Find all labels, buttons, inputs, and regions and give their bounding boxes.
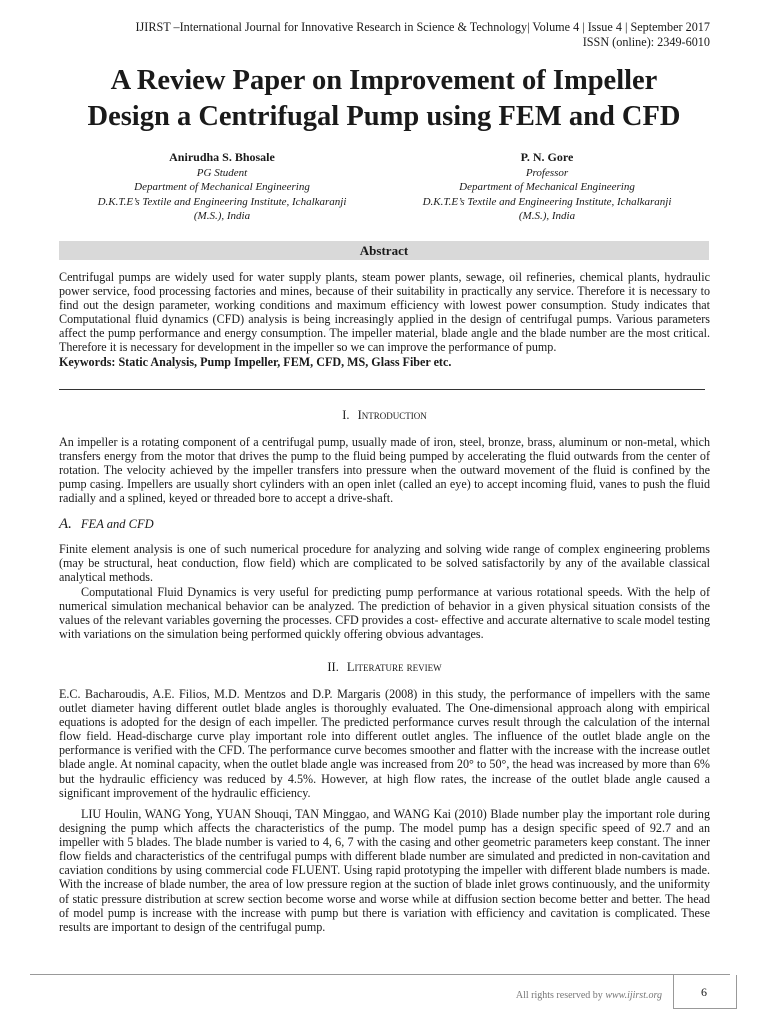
section-heading-introduction xyxy=(59,407,710,423)
abstract-text: Centrifugal pumps are widely used for water supply plants, steam power plants, sewage, oil refineries, chemical plants, hydraulic power service, food processing factories and mines, because of their suitability in practically any service. Therefore it is necessary to find out the design parameter, working conditions and maximum efficiency with lowest power consumption. Study indicates that Computational fluid dynamics (CFD) analysis is being increasingly applied in the design of centrifugal pumps. Various parameters affect the pump performance and energy consumption. The impeller material, blade angle and the blade number are the most critical. Therefore it is necessary for development in the impeller so we can improve the performance of pump. xyxy=(59,270,710,355)
subsection-title: FEA and CFD xyxy=(80,517,154,531)
journal-website-link[interactable]: www.ijirst.org xyxy=(605,990,662,1001)
abstract-heading: Abstract xyxy=(59,241,709,260)
issn-line: ISSN (online): 2349-6010 xyxy=(582,35,710,49)
keywords: Keywords: Static Analysis, Pump Impeller, FEM, CFD, MS, Glass Fiber etc. xyxy=(59,354,452,369)
author-name: P. N. Gore xyxy=(520,150,574,164)
section-heading-literature-review xyxy=(59,659,710,675)
rights-text: All rights reserved by xyxy=(515,990,606,1001)
footer-rights xyxy=(516,990,662,1001)
title-line-2: Design a Centrifugal Pump using FEM and CFD xyxy=(87,101,681,132)
footer-divider xyxy=(30,974,730,975)
subsection-heading-fea xyxy=(59,516,154,532)
literature-paragraph-2: LIU Houlin, WANG Yong, YUAN Shouqi, TAN Minggao, and WANG Kai (2010) Blade number play the important role during designing the pump which affects the characteristics of the pump. The model pump has a design specific speed of 92.7 and an impeller with 5 blades. The blade number is varied to 4, 6, 7 with the casing and other geometric parameters keep constant. The inner flow fields and characteristics of the centrifugal pumps with different blade number are simulated and predicted in non-cavitation and caviation conditions by using commercial code FLUENT. Using rapid prototyping the impeller with different blade numbers is made. With the increase of blade number, the area of low pressure region at the suction of blade inlet grows continuously, and the uniformity of static pressure distribution at screw section become worse and worse while at diffusion section become better and better. The head of model pump is increase with the increase with pump but there is variation with efficiency and cavitation is complicated. These results are important to design of the centrifugal pump. xyxy=(59,807,710,934)
author-location: (M.S.), India xyxy=(193,210,251,223)
author-institute: D.K.T.E’s Textile and Engineering Institute, Ichalkaranji xyxy=(422,195,672,208)
author-name: Anirudha S. Bhosale xyxy=(169,150,275,164)
author-institute: D.K.T.E’s Textile and Engineering Institute, Ichalkaranji xyxy=(97,195,347,208)
abstract-body xyxy=(59,270,710,369)
section-number: II. xyxy=(327,660,339,674)
author-block-2 xyxy=(382,150,712,224)
abstract-divider xyxy=(59,389,705,390)
section-title: Literature review xyxy=(346,660,442,674)
journal-line: IJIRST –International Journal for Innovative Research in Science & Technology| Volume 4 | Issue 4 | September 2017 xyxy=(135,20,710,34)
section-title: Introduction xyxy=(357,408,427,422)
author-location: (M.S.), India xyxy=(518,210,576,223)
subsection-number: A. xyxy=(59,516,72,532)
fea-paragraph-1: Finite element analysis is one of such numerical procedure for analyzing and solving wide range of complex engineering problems (may be structural, heat conduction, flow field) which are complicated to be solved satisfactorily by any of the available classical analytical methods. xyxy=(59,542,710,585)
author-department: Department of Mechanical Engineering xyxy=(134,181,310,194)
author-department: Department of Mechanical Engineering xyxy=(459,181,635,194)
fea-paragraph-2: Computational Fluid Dynamics is very useful for predicting pump performance at various rotational speeds. With the help of numerical simulation mechanical behavior can be analyzed. The prediction of behavior in a given physical situation consists of the values of the relevant variables governing the processes. CFD provides a cost- effective and accurate alternative to scale model testing with variations on the simulation being performed quickly offering obvious advantages. xyxy=(59,585,710,642)
page-number: 6 xyxy=(701,985,707,999)
introduction-paragraph: An impeller is a rotating component of a centrifugal pump, usually made of iron, steel, bronze, brass, aluminum or non-metal, which transfers energy from the motor that drives the pump to the fluid being pumped by accelerating the fluid outwards from the center of rotation. The velocity achieved by the impeller transfers into pressure when the outward movement of the fluid is confined by the pump casing. Impellers are usually short cylinders with an open inlet (called an eye) to accept incoming fluid, vanes to push the fluid radially and a splined, keyed or threaded bore to accept a drive-shaft. xyxy=(59,435,710,506)
title-line-1: A Review Paper on Improvement of Impeller xyxy=(110,65,658,96)
literature-paragraph-1: E.C. Bacharoudis, A.E. Filios, M.D. Mentzos and D.P. Margaris (2008) in this study, the performance of impellers with the same outlet diameter having different outlet blade angles is thoroughly evaluated. The One-dimensional approach along with empirical equations is adopted for the design of each impeller. The predicted performance curves result through the calculation of the internal flow field. Head-discharge curve play important role into different outlet angles. The influence of the outlet blade angle on the performance is verified with the CFD. The performance curve becomes smoother and flatter with the increase with the increase outlet blade angle. At nominal capacity, when the outlet blade angle was increased from 20° to 50°, the head was increased by more than 6% but the hydraulic efficiency was reduced by 4.5%. However, at high flow rates, the increase of the outlet blade angle caused a significant improvement of the hydraulic efficiency. xyxy=(59,687,710,800)
author-role: PG Student xyxy=(196,166,248,179)
author-role: Professor xyxy=(525,166,569,179)
author-block-1 xyxy=(57,150,387,224)
paper-title xyxy=(30,63,738,135)
running-header xyxy=(50,20,710,50)
section-number: I. xyxy=(342,408,350,422)
